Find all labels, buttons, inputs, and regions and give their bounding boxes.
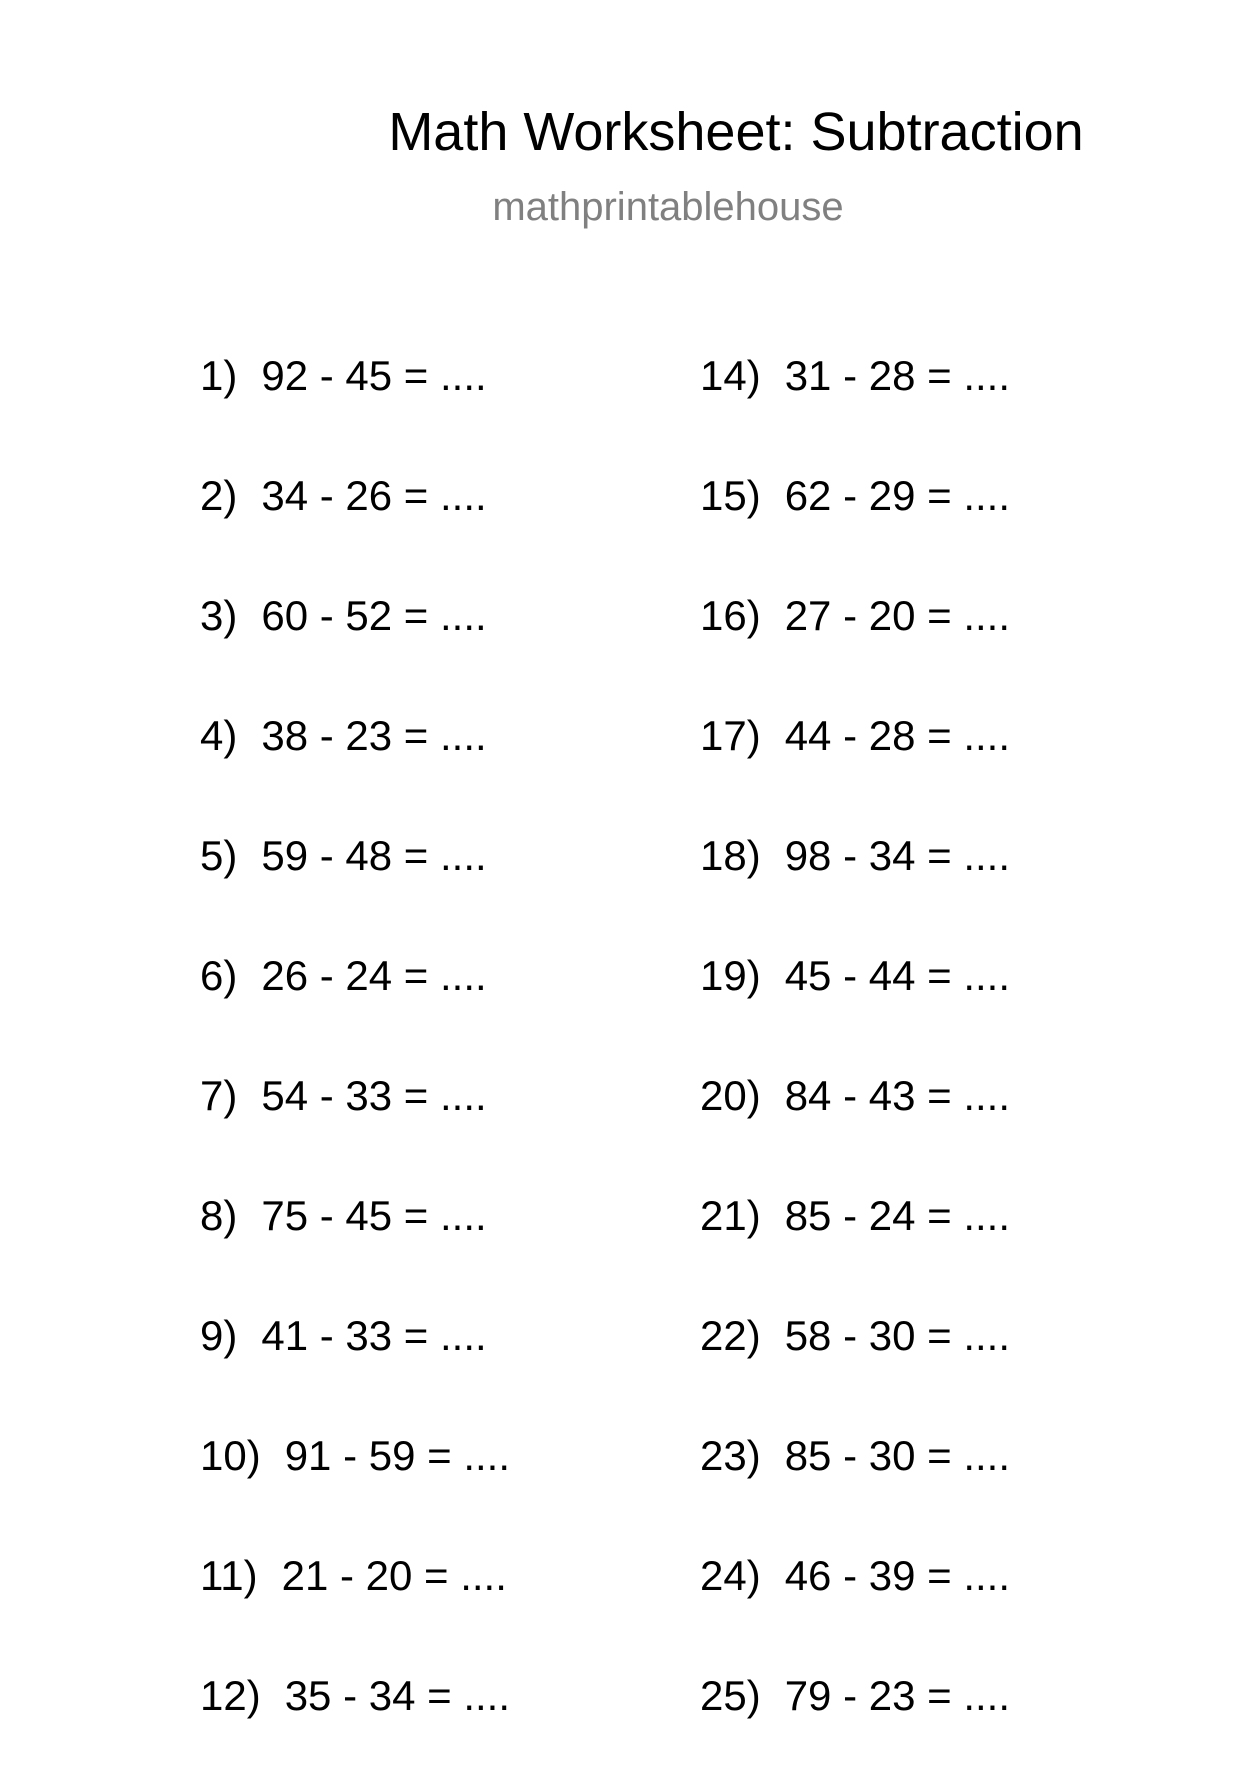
problem-item (700, 708, 1180, 828)
problem-number: 16) (700, 592, 761, 639)
problem-number: 21) (700, 1192, 761, 1239)
problem-item (200, 348, 680, 468)
problem-expression: 84 - 43 = .... (784, 1072, 1011, 1119)
problem-item (200, 1068, 680, 1188)
page-title: Math Worksheet: Subtraction (388, 102, 1084, 162)
problem-number: 15) (700, 472, 761, 519)
problem-number: 20) (700, 1072, 761, 1119)
problem-item (700, 1428, 1180, 1548)
problem-expression: 38 - 23 = .... (261, 712, 487, 759)
problem-expression: 54 - 33 = .... (261, 1072, 487, 1119)
problem-expression: 98 - 34 = .... (784, 832, 1011, 879)
problem-expression: 91 - 59 = .... (284, 1432, 511, 1479)
problem-column-left (200, 348, 680, 1788)
problem-item (700, 468, 1180, 588)
problem-item (700, 1548, 1180, 1668)
problem-item (200, 1548, 680, 1668)
page-subtitle: mathprintablehouse (492, 185, 844, 229)
problem-expression: 79 - 23 = .... (784, 1672, 1011, 1719)
problem-item (200, 948, 680, 1068)
problem-expression: 46 - 39 = .... (784, 1552, 1011, 1599)
problem-item (700, 1188, 1180, 1308)
problem-number: 1) (200, 352, 238, 399)
problem-number: 14) (700, 352, 761, 399)
problem-expression: 45 - 44 = .... (784, 952, 1011, 999)
problem-expression: 26 - 24 = .... (261, 952, 487, 999)
problem-column-right (700, 348, 1180, 1788)
problem-number: 18) (700, 832, 761, 879)
problem-item (700, 948, 1180, 1068)
problem-item (700, 828, 1180, 948)
problem-item (200, 708, 680, 828)
problem-expression: 27 - 20 = .... (784, 592, 1011, 639)
problem-expression: 60 - 52 = .... (261, 592, 487, 639)
problem-number: 9) (200, 1312, 238, 1359)
problem-item (700, 588, 1180, 708)
problem-number: 22) (700, 1312, 761, 1359)
problem-item (700, 348, 1180, 468)
problem-number: 7) (200, 1072, 238, 1119)
problem-expression: 85 - 30 = .... (784, 1432, 1011, 1479)
problem-number: 25) (700, 1672, 761, 1719)
problem-item (700, 1668, 1180, 1788)
problem-expression: 35 - 34 = .... (284, 1672, 511, 1719)
problem-item (200, 1308, 680, 1428)
problem-item (200, 1428, 680, 1548)
problem-number: 5) (200, 832, 238, 879)
problem-expression: 58 - 30 = .... (784, 1312, 1011, 1359)
problem-number: 12) (200, 1672, 261, 1719)
problem-number: 11) (200, 1552, 258, 1599)
problem-number: 2) (200, 472, 238, 519)
problem-number: 10) (200, 1432, 261, 1479)
problem-item (200, 828, 680, 948)
problem-expression: 34 - 26 = .... (261, 472, 487, 519)
problem-item (200, 1188, 680, 1308)
problem-number: 17) (700, 712, 761, 759)
problem-expression: 41 - 33 = .... (261, 1312, 487, 1359)
problem-number: 4) (200, 712, 238, 759)
problem-number: 8) (200, 1192, 238, 1239)
problem-number: 23) (700, 1432, 761, 1479)
problem-number: 24) (700, 1552, 761, 1599)
problem-item (700, 1308, 1180, 1428)
problem-expression: 59 - 48 = .... (261, 832, 487, 879)
problem-item (700, 1068, 1180, 1188)
problem-expression: 62 - 29 = .... (784, 472, 1011, 519)
problem-item (200, 468, 680, 588)
problem-number: 3) (200, 592, 238, 639)
problem-item (200, 1668, 680, 1788)
problem-expression: 85 - 24 = .... (784, 1192, 1011, 1239)
problem-expression: 21 - 20 = .... (281, 1552, 507, 1599)
problem-number: 19) (700, 952, 761, 999)
problem-expression: 31 - 28 = .... (784, 352, 1011, 399)
problem-item (200, 588, 680, 708)
problem-expression: 92 - 45 = .... (261, 352, 487, 399)
problem-number: 6) (200, 952, 238, 999)
problem-expression: 75 - 45 = .... (261, 1192, 487, 1239)
problem-expression: 44 - 28 = .... (784, 712, 1011, 759)
